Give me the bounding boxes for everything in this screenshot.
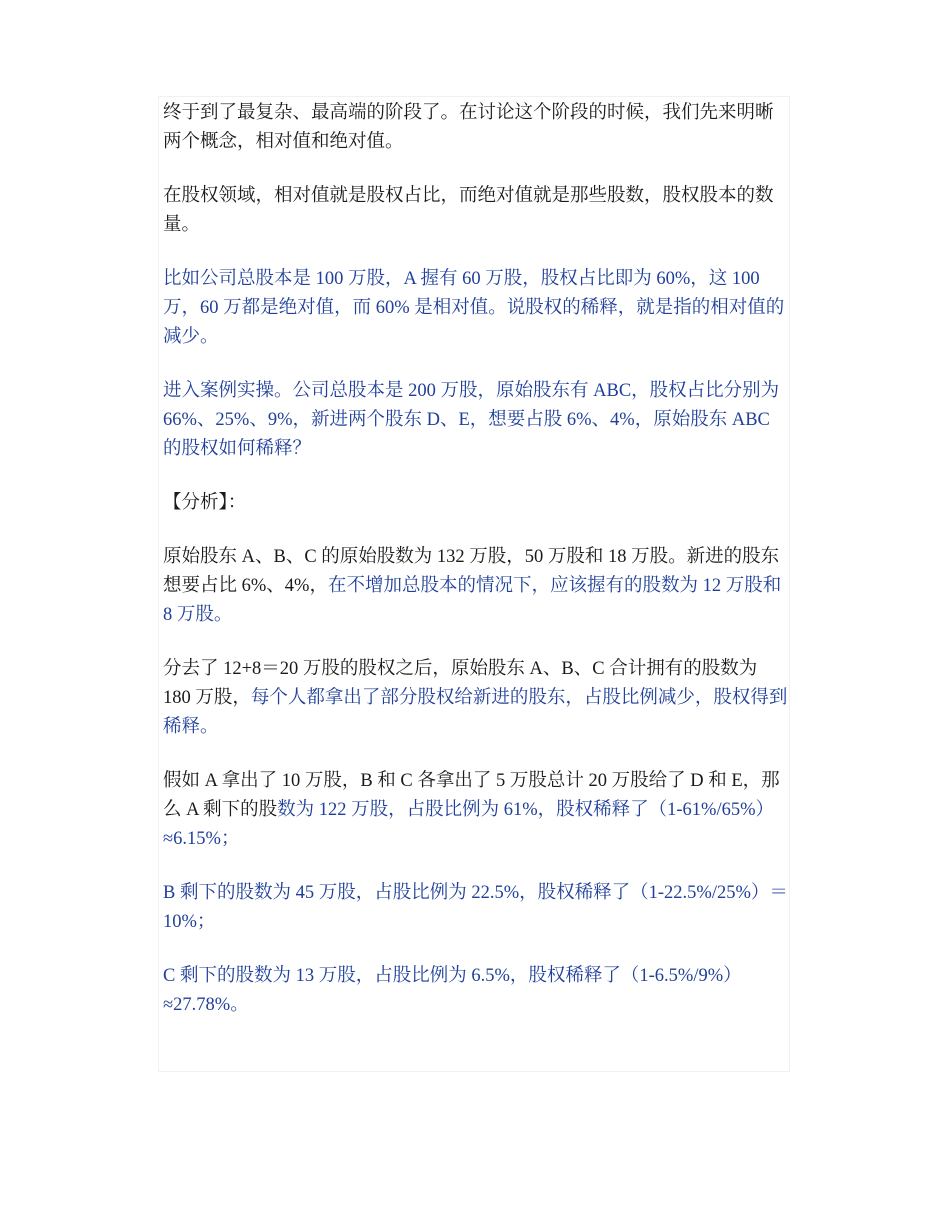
text-segment-highlight: 每个人都拿出了部分股权给新进的股东，占股比例减少，股权得到稀释。 bbox=[163, 688, 788, 737]
text-segment: 分去了 12+8＝20 万股的股权之后，原始股东 A、B、C 合计拥有的股数为 180 万股， bbox=[163, 659, 758, 708]
paragraph-definition: 在股权领域，相对值就是股权占比，而绝对值就是那些股数，股权股本的数量。 bbox=[163, 186, 774, 235]
paragraph-shareholder-b: B 剩下的股数为 45 万股，占股比例为 22.5%，股权稀释了（1-22.5%/25%）＝10%； bbox=[163, 883, 788, 932]
text-segment: 假如 A 拿出了 10 万股，B 和 C 各拿出了 5 万股总计 20 万股给了 D 和 E，那么 A 剩下的股 bbox=[163, 771, 780, 820]
paragraph-analysis-heading: 【分析】： bbox=[163, 493, 247, 513]
text-segment: 原始股东 A、B、C 的原始股数为 132 万股，50 万股和 18 万股。新进的股东想要占比 6%、4%， bbox=[163, 547, 780, 596]
document-body bbox=[163, 99, 788, 1045]
text-segment-highlight: 在不增加总股本的情况下，应该握有的股数为 12 万股和 8 万股。 bbox=[163, 576, 782, 625]
paragraph-shareholder-a bbox=[163, 767, 788, 854]
paragraph-case: 进入案例实操。公司总股本是 200 万股，原始股东有 ABC，股权占比分别为 66%、25%、9%，新进两个股东 D、E，想要占股 6%、4%，原始股东 ABC 的股权如何稀释？ bbox=[163, 381, 780, 459]
paragraph-remaining-shares bbox=[163, 655, 788, 742]
text-segment-highlight: 数为 122 万股，占股比例为 61%，股权稀释了（1-61%/65%）≈6.15%； bbox=[163, 800, 775, 849]
paragraph-intro: 终于到了最复杂、最高端的阶段了。在讨论这个阶段的时候，我们先来明晰两个概念，相对值和绝对值。 bbox=[163, 103, 774, 152]
paragraph-original-shares bbox=[163, 543, 788, 630]
paragraph-example: 比如公司总股本是 100 万股，A 握有 60 万股，股权占比即为 60%，这 100 万，60 万都是绝对值，而 60% 是相对值。说股权的稀释，就是指的相对值的减少。 bbox=[163, 269, 785, 347]
paragraph-shareholder-c: C 剩下的股数为 13 万股，占股比例为 6.5%，股权稀释了（1-6.5%/9%）≈27.78%。 bbox=[163, 966, 742, 1015]
